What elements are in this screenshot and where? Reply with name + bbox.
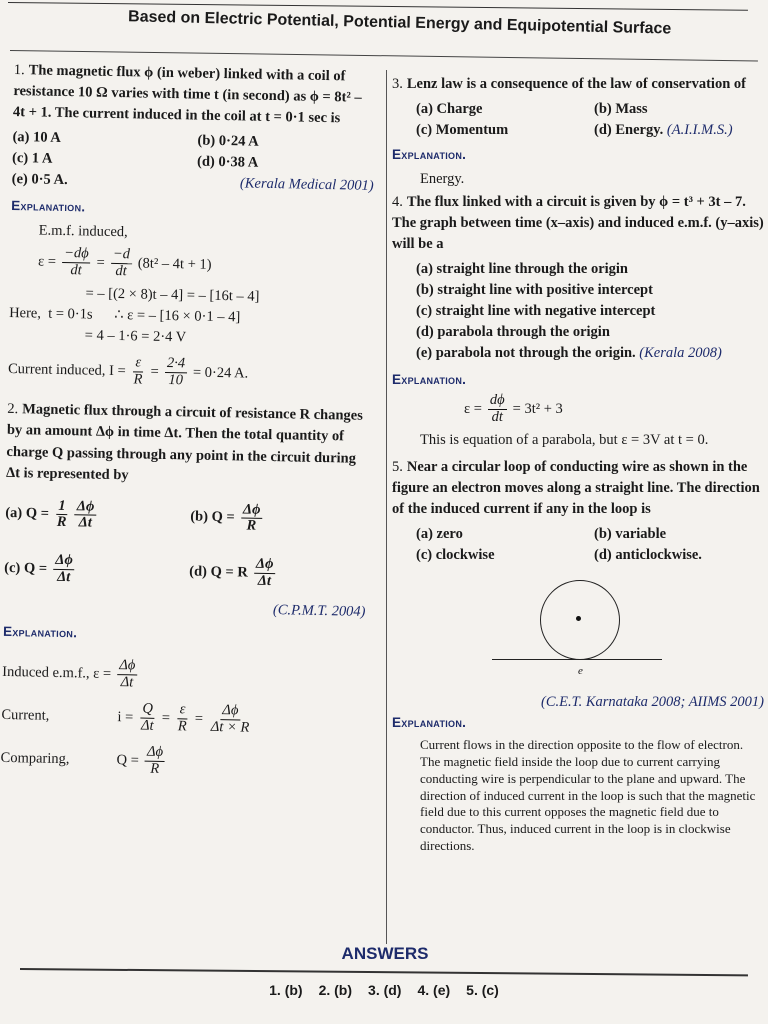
option-a: (a) zero	[416, 526, 463, 543]
emf-equation: ε = $\frac{-d\phi}{dt}$ = $\frac{-d}{dt}$ (8t² – 4t + 1)	[37, 244, 212, 279]
electron-path-line	[492, 659, 662, 660]
column-divider	[386, 70, 387, 944]
question-text: The magnetic flux ϕ (in weber) linked with a coil of resistance 10 Ω varies with time t (in second) as ϕ = 8t² – 4t + 1. The current induced in the coil at t = 0·1 sec is	[12, 62, 362, 127]
fraction: $\frac{2\cdot 4}{10}$	[164, 356, 187, 389]
option-b: (b) 0·24 A	[197, 132, 259, 150]
options	[392, 524, 764, 566]
options	[392, 99, 764, 141]
question-number: 1.	[13, 61, 25, 79]
option-b: (b) variable	[594, 526, 667, 543]
explanation-label: Explanation.	[392, 371, 467, 387]
option-e: (e) parabola not through the origin. (Kerala 2008)	[416, 344, 722, 361]
explanation-note: This is equation of a parabola, but ε = 3V at t = 0.	[420, 432, 709, 449]
answers-title: ANSWERS	[341, 944, 429, 963]
option-a: (a) Q = $\frac{1}{R}$ $\frac{\Delta\phi}{\Delta t}$	[5, 497, 95, 532]
option-c: (c) Q = $\frac{\Delta\phi}{\Delta t}$	[4, 552, 73, 586]
option-d: (d) Q = R $\frac{\Delta\phi}{\Delta t}$	[189, 556, 274, 590]
explanation-text: Current flows in the direction opposite to the flow of electron. The magnetic field inside the loop due to current carrying conducting wire is perpendicular to the plane and upward. The direction of induced current in the loop is such that the magnetic field due to this current opposes the magnetic field due to conductor. Thus, induced current in the loop is in clockwise directions.	[420, 736, 756, 854]
emf-equation: ε = $\frac{d\phi}{dt}$ = 3t² + 3	[464, 392, 563, 426]
options	[4, 493, 368, 596]
equation-line: = – [(2 × 8)t – 4] = – [16t – 4]	[85, 284, 260, 305]
fraction: $\frac{\varepsilon}{R}$	[133, 353, 143, 388]
option-c: (c) 1 A	[11, 150, 53, 167]
explanation-label: Explanation.	[2, 624, 78, 641]
option-b: (b) straight line with positive intercept	[416, 281, 653, 298]
question-3	[392, 74, 764, 190]
emf-equation: Induced e.m.f., ε = $\frac{\Delta\phi}{\Delta t}$	[2, 656, 136, 691]
fraction: $\frac{-d}{dt}$	[110, 247, 132, 280]
answers-row	[0, 982, 768, 998]
answer-item: 1. (b)	[269, 982, 303, 998]
question-1	[8, 60, 376, 392]
answer-item: 4. (e)	[417, 982, 451, 998]
source-citation: (A.I.I.M.S.)	[666, 122, 733, 139]
current-equation: Current induced, I = $\frac{\varepsilon}{R}$ = $\frac{2\cdot 4}{10}$ = 0·24 A.	[7, 353, 249, 388]
explanation-1	[9, 220, 373, 310]
option-a: (a) Charge	[416, 101, 483, 118]
option-e: (e) 0·5 A.	[11, 171, 68, 189]
option-c: (c) clockwise	[416, 547, 495, 564]
electron-label: e	[578, 665, 583, 678]
question-5	[392, 457, 764, 855]
source-citation: (C.E.T. Karnataka 2008; AIIMS 2001)	[541, 694, 764, 711]
emf-label: E.m.f. induced,	[38, 222, 128, 240]
option-b: (b) Q = $\frac{\Delta\phi}{R}$	[190, 501, 261, 535]
page-title: Based on Electric Potential, Potential Energy and Equipotential Surface	[127, 8, 672, 38]
option-d: (d) parabola through the origin	[416, 323, 610, 340]
explanation-label: Explanation.	[392, 715, 467, 731]
option-b: (b) Mass	[594, 101, 648, 118]
answer-item: 3. (d)	[368, 982, 402, 998]
left-column	[0, 60, 376, 785]
question-text: Near a circular loop of conducting wire as shown in the figure an electron moves along a straight line. The direction of the induced current if any in the loop is	[392, 459, 760, 518]
comparing-equation: Comparing, Q = $\frac{\Delta\phi}{R}$	[0, 743, 164, 777]
option-c: (c) Momentum	[416, 122, 509, 139]
option-c: (c) straight line with negative intercept	[416, 302, 656, 319]
source-citation: (Kerala 2008)	[639, 344, 722, 361]
option-d: (d) anticlockwise.	[594, 547, 702, 564]
question-text: Lenz law is a consequence of the law of conservation of	[406, 76, 746, 92]
question-number: 4.	[392, 193, 403, 210]
explanation-label: Explanation.	[392, 147, 467, 163]
source-citation: (Kerala Medical 2001)	[239, 175, 374, 195]
options	[12, 127, 375, 197]
question-4	[392, 192, 764, 452]
question-number: 2.	[7, 401, 19, 418]
equation-line: Here, t = 0·1s ∴ ε = – [16 × 0·1 – 4]	[8, 304, 241, 325]
question-number: 5.	[392, 459, 403, 476]
option-d: (d) 0·38 A	[196, 153, 259, 171]
loop-figure	[532, 576, 642, 686]
right-column	[392, 74, 764, 855]
equation-line: = 4 – 1·6 = 2·4 V	[84, 326, 187, 345]
question-number: 3.	[392, 76, 403, 92]
option-a: (a) straight line through the origin	[416, 260, 628, 277]
answer-item: 2. (b)	[318, 982, 353, 998]
options	[392, 259, 764, 364]
question-text: The flux linked with a circuit is given by ϕ = t³ + 3t – 7. The graph between time (x–axis) and induced e.m.f. (y–axis) will be a	[392, 193, 764, 252]
source-citation: (C.P.M.T. 2004)	[272, 602, 366, 621]
question-2	[0, 399, 369, 781]
option-a: (a) 10 A	[12, 129, 62, 146]
answer-item: 5. (c)	[466, 982, 499, 998]
option-d: (d) Energy. (A.I.I.M.S.)	[594, 122, 733, 139]
answers-rule	[20, 968, 748, 976]
answer-text: Energy.	[420, 170, 465, 187]
current-equation: Current, i = $\frac{Q}{\Delta t}$ = $\frac{\varepsilon}{R}$ = $\frac{\Delta\phi}{\Delta t \times R}$	[1, 700, 250, 736]
question-text: Magnetic flux through a circuit of resistance R changes by an amount Δϕ in time Δt. Then the total quantity of charge Q passing through any point in the circuit during Δt is represented by	[5, 401, 363, 483]
explanation-label: Explanation.	[11, 198, 86, 215]
fraction: $\frac{-d\phi}{dt}$	[62, 246, 91, 279]
header-rule	[10, 50, 758, 61]
